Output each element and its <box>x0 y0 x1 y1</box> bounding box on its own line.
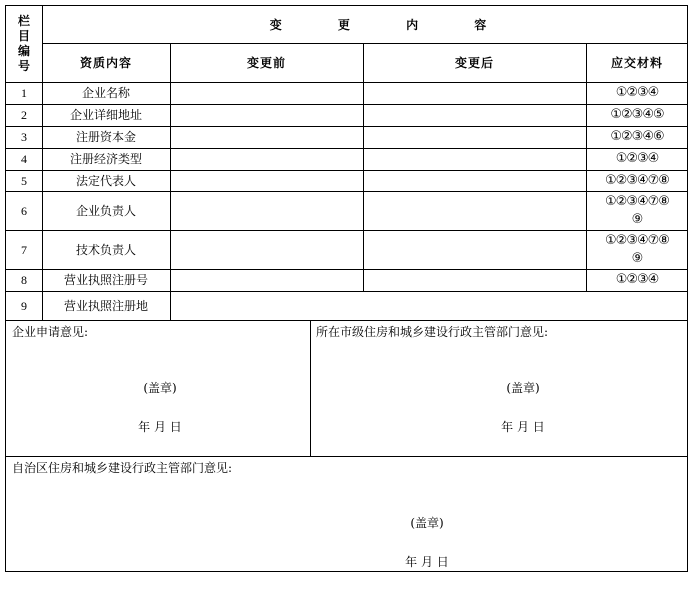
row-number: 2 <box>21 108 27 122</box>
city-date: 年 月 日 <box>501 420 545 434</box>
row-number: 6 <box>21 203 27 218</box>
table-title: 变 更 内 容 <box>269 17 513 32</box>
row-materials: ①②③④ <box>615 85 659 100</box>
column-header-item: 资质内容 <box>79 55 132 70</box>
row-divider <box>6 456 688 457</box>
row-item: 注册经济类型 <box>69 152 142 166</box>
column-divider <box>310 320 311 456</box>
column-header-materials: 应交材料 <box>610 55 663 70</box>
row-divider <box>6 320 688 321</box>
row-item: 法定代表人 <box>75 173 136 188</box>
row-materials: ⑨ <box>631 250 643 266</box>
region-opinion-label: 自治区住房和城乡建设行政主管部门意见: <box>12 461 233 475</box>
column-header-before: 变更前 <box>246 55 286 70</box>
row-item: 企业负责人 <box>75 203 136 218</box>
region-date: 年 月 日 <box>405 555 449 569</box>
qualification-change-form <box>5 5 688 572</box>
row-item: 企业名称 <box>81 86 130 100</box>
row-materials: ①②③④⑥ <box>610 129 664 144</box>
enterprise-seal: (盖章) <box>143 381 177 395</box>
column-divider <box>170 43 171 320</box>
column-number-header <box>6 6 42 82</box>
row-item: 注册资本金 <box>75 130 136 144</box>
row-materials: ⑨ <box>631 211 643 227</box>
column-header-after: 变更后 <box>454 55 494 70</box>
row-materials: ①②③④⑦⑧ <box>605 172 669 188</box>
row-number: 7 <box>21 242 27 257</box>
enterprise-date: 年 月 日 <box>138 420 182 434</box>
header-char: 栏 <box>17 14 30 28</box>
row-materials: ①②③④⑦⑧ <box>605 232 669 248</box>
row-number: 5 <box>21 173 27 188</box>
row-number: 9 <box>21 298 27 313</box>
row-number: 3 <box>21 130 27 144</box>
row-item: 技术负责人 <box>75 242 136 257</box>
row-materials: ①②③④⑦⑧ <box>605 193 669 209</box>
row-number: 8 <box>21 273 27 287</box>
city-seal: (盖章) <box>506 381 540 395</box>
row-materials: ①②③④ <box>615 151 659 166</box>
row-materials: ①②③④⑤ <box>610 107 664 122</box>
header-char: 编 <box>17 44 30 58</box>
row-item: 营业执照注册地 <box>63 298 148 313</box>
header-char: 号 <box>17 59 30 73</box>
row-number: 1 <box>21 86 27 100</box>
enterprise-opinion-label: 企业申请意见: <box>12 325 89 339</box>
region-seal: (盖章) <box>410 516 444 530</box>
row-materials: ①②③④ <box>615 272 659 287</box>
header-char: 目 <box>17 29 30 43</box>
row-number: 4 <box>21 152 27 166</box>
row-item: 企业详细地址 <box>69 108 142 122</box>
city-opinion-label: 所在市级住房和城乡建设行政主管部门意见: <box>316 325 549 339</box>
row-item: 营业执照注册号 <box>63 273 148 287</box>
